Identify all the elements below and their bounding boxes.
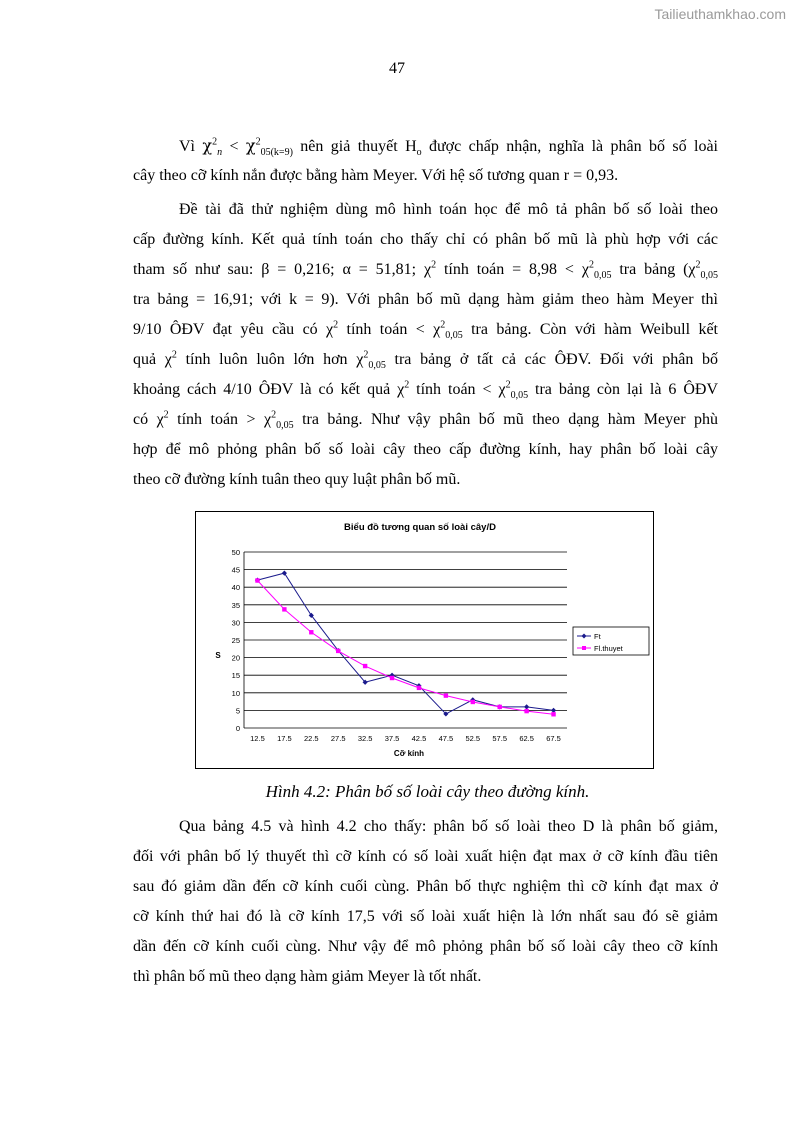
x-tick-label: 62.5 [519,734,534,743]
data-point-flthuyet [255,578,259,582]
paragraph-1-line-1: Vì $\chi^2_n < \chi^2_{05(k=9)}$ nên giả thuyết $H_o$ được chấp nhận, nghĩa là phân bố số loài [179,136,719,159]
x-tick-label: 12.5 [250,734,265,743]
x-tick-label: 37.5 [384,734,400,743]
paragraph-2-line-9: hợp để mô phỏng phân bố số loài cây theo cấp đường kính, hay phân bố loài cây [133,441,718,458]
x-tick-label: 47.5 [438,734,454,743]
data-point-flthuyet [498,705,502,709]
x-tick-label: 27.5 [330,734,346,743]
paragraph-2-line-3: tham số như sau: β = 0,216; α = 51,81; $\chi^2$ tính toán = $8,98 < \chi^2_{0,05}$ tra bảng ($\chi^2_{0,05}$ [133,259,719,282]
x-axis-label: Cỡ kính [393,749,425,758]
legend-flthuyet-label: Fl.thuyet [594,644,623,653]
x-tick-label: 52.5 [465,734,481,743]
page-number: 47 [389,60,405,77]
paragraph-2-line-5: 9/10 ÔĐV đạt yêu cầu có $\chi^2$ tính toán < $\chi^2_{0,05}$ tra bảng. Còn với hàm Weibull kết [133,319,719,342]
data-point-ft [524,704,529,709]
y-tick-label: 30 [231,618,240,628]
x-tick-label: 32.5 [357,734,373,743]
figure-caption: Hình 4.2: Phân bố số loài cây theo đường kính. [265,782,590,801]
x-tick-labels [250,734,561,743]
paragraph-2-line-4: tra bảng = 16,91; với k = 9). Với phân bố mũ dạng hàm giảm theo hàm Meyer thì [133,291,718,308]
chart-gridlines [244,552,567,728]
paragraph-3-line-1: Qua bảng 4.5 và hình 4.2 cho thấy: phân bố số loài theo D là phân bố giảm, [179,818,718,835]
paragraph-2-line-8: có $\chi^2$ tính toán > $\chi^2_{0,05}$ tra bảng. Như vậy phân bố mũ theo dạng hàm Meyer phù [133,409,719,432]
y-tick-label: 15 [231,671,240,681]
y-tick-label: 25 [231,636,240,645]
paragraph-3-line-3: sau đó giảm dần đến cỡ kính cuối cùng. Phân bố thực nghiệm thì cỡ kính đạt max ở [133,878,718,895]
legend-flthuyet-marker-icon [582,646,586,650]
y-tick-label: 20 [231,653,240,663]
data-point-flthuyet [363,664,367,668]
paragraph-1 [133,131,718,191]
watermark: Tailieuthamkhao.com [654,6,786,22]
y-tick-label: 5 [235,706,240,716]
paragraph-3-line-5: dần đến cỡ kính cuối cùng. Như vậy để mô phỏng phân bố số loài cây theo cỡ kính [133,938,718,955]
chart-title: Biểu đồ tương quan số loài cây/D [344,522,496,533]
data-point-flthuyet [471,700,475,704]
paragraph-2-line-10: theo cỡ đường kính tuân theo quy luật phân bố mũ. [133,471,461,488]
paragraph-2-line-6: quả $\chi^2$ tính luôn luôn lớn hơn $\chi^2_{0,05}$ tra bảng ở tất cả các ÔĐV. Đối với phân bố [133,349,719,372]
paragraph-2-line-7: khoảng cách 4/10 ÔĐV là có kết quả $\chi^2$ tính toán < $\chi^2_{0,05}$ tra bảng còn lại là 6 ÔĐV [133,379,719,402]
data-point-flthuyet [336,649,340,653]
data-point-ft [282,571,287,576]
y-tick-label: 45 [231,565,240,575]
data-point-flthuyet [551,712,555,716]
data-point-flthuyet [282,607,286,611]
y-tick-label: 40 [231,583,240,593]
paragraph-3-line-2: đối với phân bố lý thuyết thì cỡ kính có số loài xuất hiện đạt max ở cỡ kính đầu tiên [133,848,718,865]
y-tick-label: 0 [235,724,240,733]
line-chart [196,512,653,768]
paragraph-3-line-4: cỡ kính thứ hai đó là cỡ kính 17,5 với số loài xuất hiện là lớn nhất sau đó sẽ giảm [133,908,718,925]
paragraph-3-line-6: thì phân bố mũ theo dạng hàm giảm Meyer là tốt nhất. [133,968,482,985]
data-point-flthuyet [309,630,313,634]
data-point-flthuyet [524,709,528,713]
data-point-flthuyet [444,693,448,697]
y-axis-label: S [215,651,221,660]
chart-figure [195,511,654,769]
y-tick-label: 50 [231,548,240,557]
x-tick-label: 67.5 [546,734,561,743]
y-tick-label: 10 [231,688,240,698]
x-tick-label: 42.5 [411,734,427,743]
paragraph-3 [133,812,718,992]
y-tick-labels [232,548,240,733]
x-tick-label: 57.5 [492,734,508,743]
chart-series [255,571,556,717]
data-point-flthuyet [417,686,421,690]
chart-legend [573,627,649,655]
legend-ft-label: Ft [594,632,601,641]
x-tick-label: 22.5 [303,734,319,743]
y-tick-label: 35 [231,600,240,610]
paragraph-1-line-2: cây theo cỡ kính nắn được bằng hàm Meyer. Với hệ số tương quan r = 0,93. [133,167,619,184]
data-point-flthuyet [390,676,394,680]
paragraph-2-line-2: cấp đường kính. Kết quả tính toán cho thấy chỉ có phân bố mũ là phù hợp với các [133,231,718,248]
paragraph-2 [133,195,718,495]
paragraph-2-line-1: Đề tài đã thử nghiệm dùng mô hình toán học để mô tả phân bố số loài theo [179,201,718,218]
x-tick-label: 17.5 [277,734,292,743]
